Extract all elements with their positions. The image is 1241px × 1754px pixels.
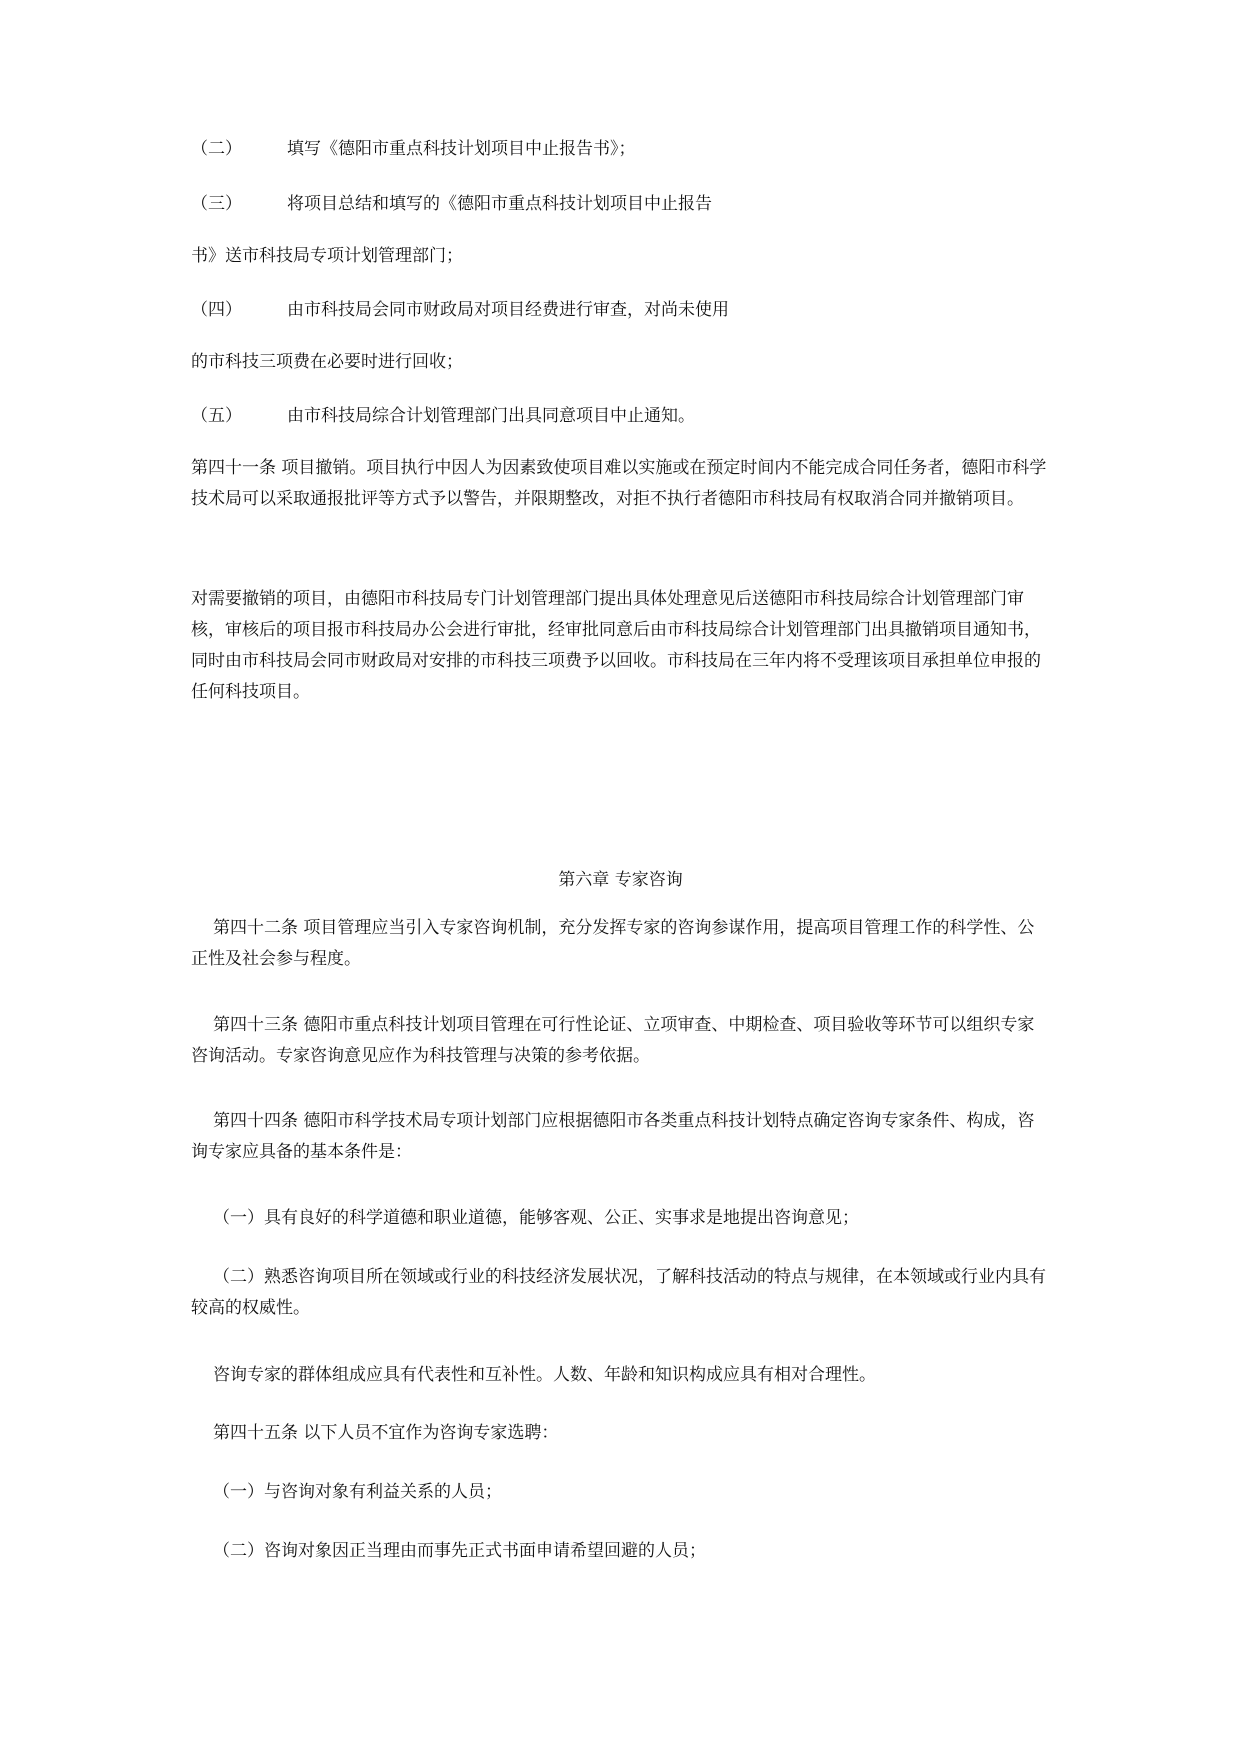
article-44-item: （二）熟悉咨询项目所在领域或行业的科技经济发展状况，了解科技活动的特点与规律，在本领域或行业内具有较高的权威性。 [191, 1267, 1046, 1318]
article-45-item: （二）咨询对象因正当理由而事先正式书面申请希望回避的人员； [213, 1541, 706, 1561]
list-item [191, 404, 695, 428]
item-text: 由市科技局综合计划管理部门出具同意项目中止通知。 [287, 406, 695, 426]
article-44-note: 咨询专家的群体组成应具有代表性和互补性。人数、年龄和知识构成应具有相对合理性。 [213, 1365, 876, 1385]
item-text: 由市科技局会同市财政局对项目经费进行审查，对尚未使用 [287, 300, 729, 320]
list-item-continuation: 的市科技三项费在必要时进行回收； [191, 352, 463, 372]
chapter-title: 第六章 专家咨询 [558, 870, 683, 890]
list-item-continuation: 书》送市科技局专项计划管理部门； [191, 246, 463, 266]
item-number: （二） [191, 139, 242, 159]
article-41-paragraph: 对需要撤销的项目，由德阳市科技局专门计划管理部门提出具体处理意见后送德阳市科技局综合计划管理部门审核，审核后的项目报市科技局办公会进行审批，经审批同意后由市科技局综合计划管理部门出具撤销项目通知书，同时由市科技局会同市财政局对安排的市科技三项费予以回收。市科技局在三年内将不受理该项目承担单位申报的任何科技项目。 [191, 589, 1041, 702]
item-number: （三） [191, 194, 242, 214]
article-43: 第四十三条 德阳市重点科技计划项目管理在可行性论证、立项审查、中期检查、项目验收等环节可以组织专家咨询活动。专家咨询意见应作为科技管理与决策的参考依据。 [191, 1015, 1035, 1066]
article-42: 第四十二条 项目管理应当引入专家咨询机制，充分发挥专家的咨询参谋作用，提高项目管理工作的科学性、公正性及社会参与程度。 [191, 918, 1035, 969]
article-44-item: （一）具有良好的科学道德和职业道德，能够客观、公正、实事求是地提出咨询意见； [213, 1208, 859, 1228]
list-item [191, 298, 729, 322]
list-item [191, 192, 712, 216]
item-text: 将项目总结和填写的《德阳市重点科技计划项目中止报告 [287, 194, 712, 214]
article-44: 第四十四条 德阳市科学技术局专项计划部门应根据德阳市各类重点科技计划特点确定咨询专家条件、构成，咨询专家应具备的基本条件是： [191, 1111, 1035, 1162]
item-number: （四） [191, 300, 242, 320]
article-45: 第四十五条 以下人员不宜作为咨询专家选聘： [213, 1423, 559, 1443]
article-41: 第四十一条 项目撤销。项目执行中因人为因素致使项目难以实施或在预定时间内不能完成合同任务者，德阳市科学技术局可以采取通报批评等方式予以警告，并限期整改，对拒不执行者德阳市科技局有权取消合同并撤销项目。 [191, 458, 1047, 509]
item-text: 填写《德阳市重点科技计划项目中止报告书》； [287, 139, 636, 159]
item-number: （五） [191, 406, 242, 426]
list-item [191, 137, 636, 161]
article-45-item: （一）与咨询对象有利益关系的人员； [213, 1482, 502, 1502]
